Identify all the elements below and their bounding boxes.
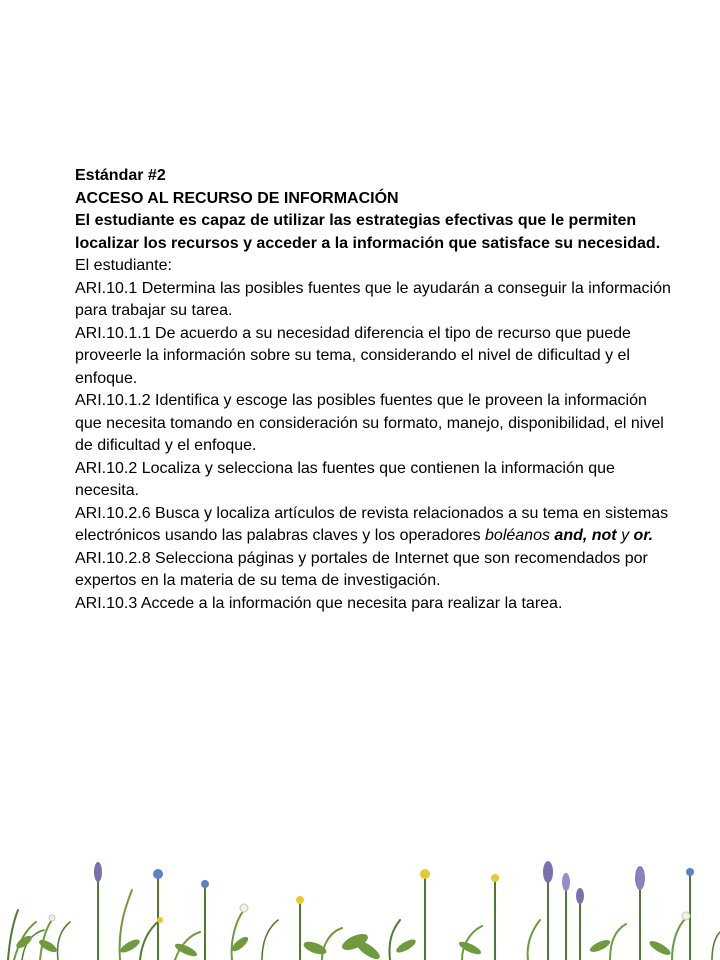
standard-statement-line1: El estudiante es capaz de utilizar las estrategias efectivas que le permiten <box>75 212 637 229</box>
item-ari-10-2-6 <box>75 503 675 548</box>
emphasis-booleanos: boléanos <box>485 527 550 544</box>
standard-title: ACCESO AL RECURSO DE INFORMACIÓN <box>75 189 399 207</box>
item-ari-10-1-1: ARI.10.1.1 De acuerdo a su necesidad diferencia el tipo de recurso que puede proveerle la información sobre su tema, considerando el nivel de dificultad y el enfoque. <box>75 324 631 387</box>
item-ari-10-1: ARI.10.1 Determina las posibles fuentes que le ayudarán a conseguir la información para trabajar su tarea. <box>75 279 671 319</box>
operator-and-not: and, not <box>554 527 617 544</box>
emphasis-y: y <box>621 527 630 544</box>
item-ari-10-3: ARI.10.3 Accede a la información que necesita para realizar la tarea. <box>75 594 563 612</box>
standard-number: Estándar #2 <box>75 167 166 184</box>
intro-label: El estudiante: <box>75 257 172 274</box>
item-ari-10-1-2: ARI.10.1.2 Identifica y escoge las posibles fuentes que le proveen la información que necesita tomando en consideración su formato, manejo, disponibilidad, el nivel de dificultad y el enfoque. <box>75 392 664 454</box>
operator-or: or. <box>633 527 654 544</box>
item-ari-10-2-8: ARI.10.2.8 Selecciona páginas y portales de Internet que son recomendados por expertos en la materia de su tema de investigación. <box>75 549 648 589</box>
item-ari-10-2: ARI.10.2 Localiza y selecciona las fuentes que contienen la información que necesita. <box>75 459 615 499</box>
standard-statement-line2: localizar los recursos y acceder a la información que satisface su necesidad. <box>75 234 661 252</box>
standard-text-block <box>75 165 675 615</box>
item-text: ARI.10.2.6 Busca y localiza artículos de revista relacionados a su tema en sistemas electrónicos usando las palabras claves y los operadores <box>75 504 669 544</box>
wildflower-border-image <box>0 850 720 960</box>
